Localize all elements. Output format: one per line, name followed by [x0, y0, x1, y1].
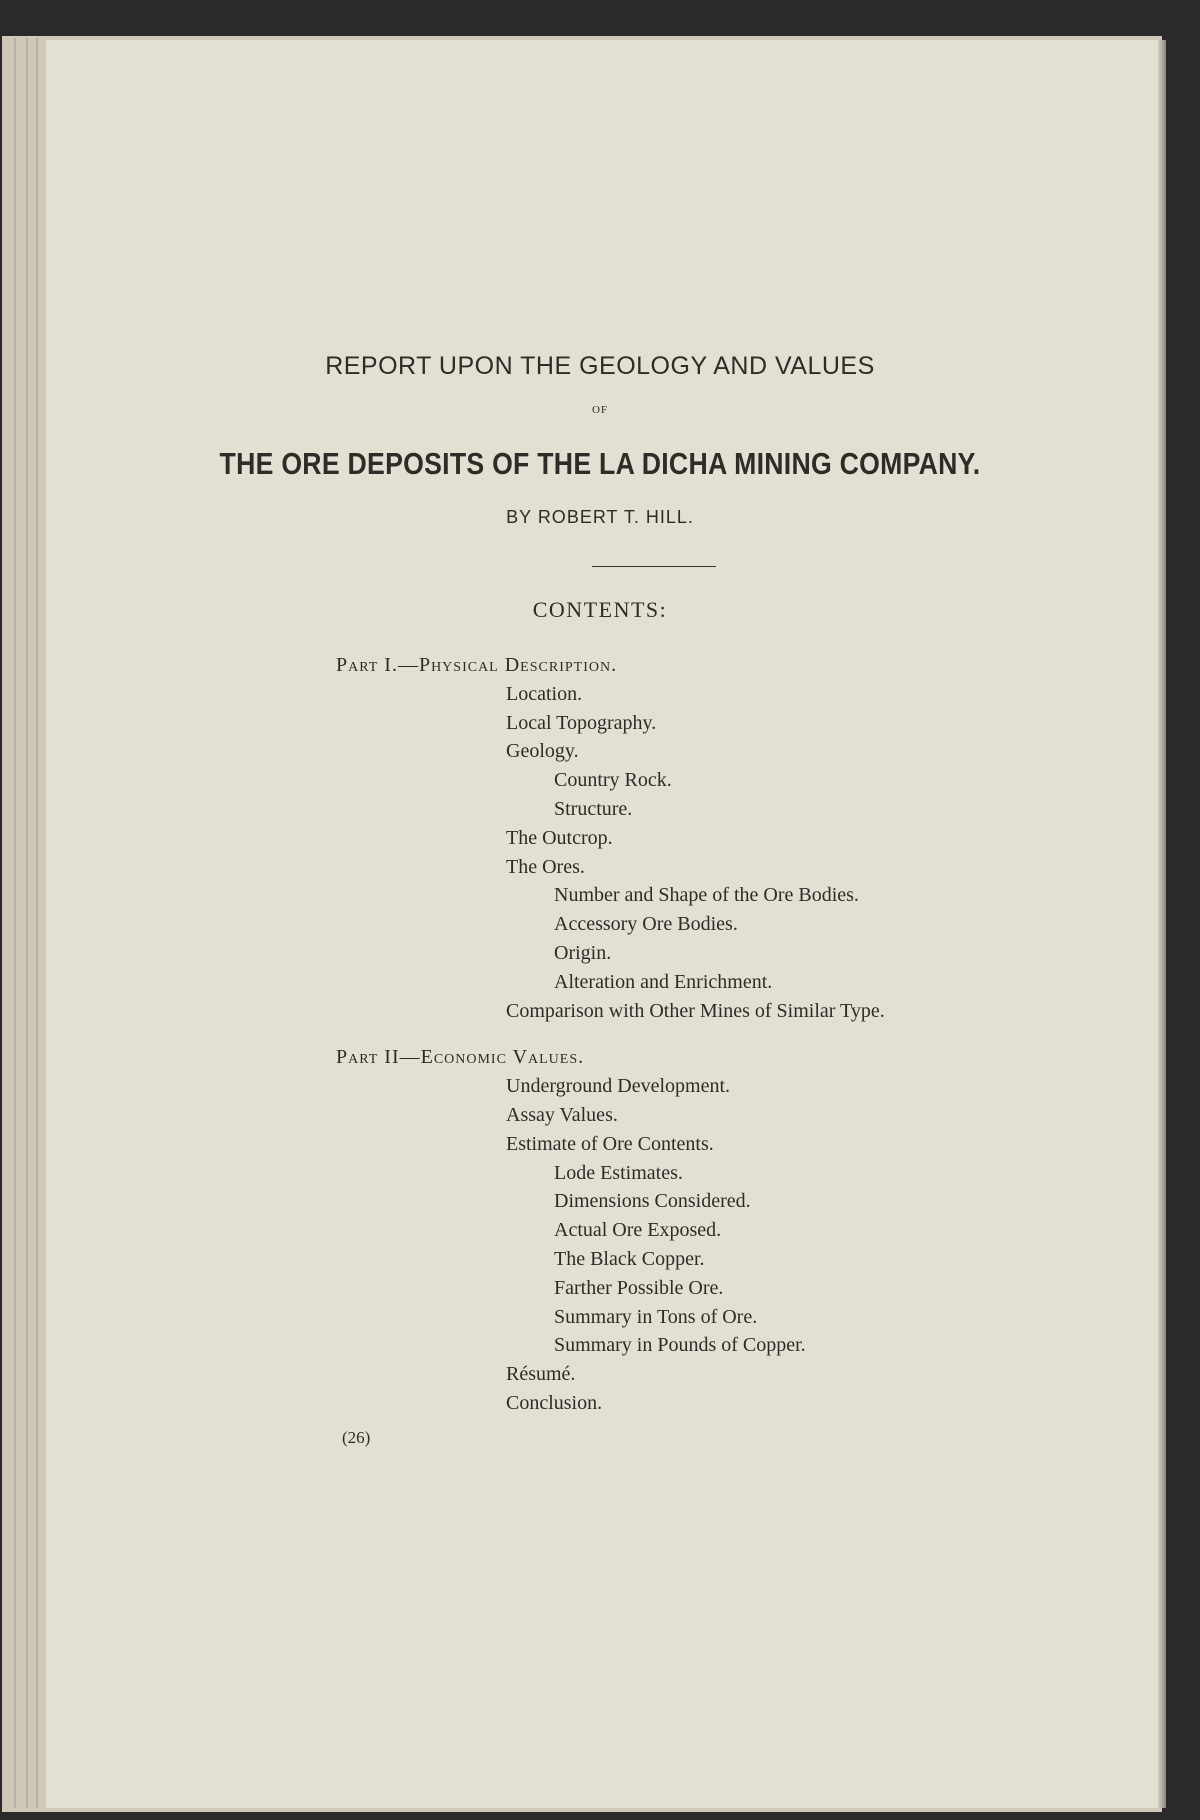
toc-entry: Underground Development.: [506, 1075, 731, 1098]
toc-entry: Actual Ore Exposed.: [554, 1219, 722, 1242]
toc-entry: The Outcrop.: [506, 826, 613, 849]
page-number: (26): [342, 1428, 371, 1447]
toc-entry: The Black Copper.: [554, 1247, 705, 1270]
toc-entry: Number and Shape of the Ore Bodies.: [554, 884, 859, 907]
contents-heading: CONTENTS:: [532, 597, 668, 622]
toc-entry: Lode Estimates.: [554, 1161, 683, 1184]
toc-entry: Comparison with Other Mines of Similar Type.: [506, 999, 885, 1022]
table-of-contents: [0, 651, 1200, 1418]
toc-entry: Dimensions Considered.: [554, 1190, 751, 1213]
toc-entry: Farther Possible Ore.: [554, 1276, 724, 1299]
toc-entry: Alteration and Enrichment.: [554, 970, 773, 993]
toc-entry: Local Topography.: [506, 711, 657, 734]
toc-entry: Assay Values.: [506, 1103, 618, 1126]
divider-rule: [592, 566, 716, 567]
toc-entry: Accessory Ore Bodies.: [554, 913, 738, 936]
toc-entry: Location.: [506, 682, 583, 705]
toc-entry: Summary in Tons of Ore.: [554, 1305, 758, 1328]
toc-entry: Country Rock.: [554, 769, 672, 792]
toc-entry: Geology.: [506, 740, 579, 763]
toc-part-heading: Part II—Economic Values.: [336, 1046, 585, 1069]
toc-entry: Origin.: [554, 941, 612, 964]
report-main-title: THE ORE DEPOSITS OF THE LA DICHA MINING COMPANY.: [219, 446, 981, 481]
toc-entry: Estimate of Ore Contents.: [506, 1132, 714, 1155]
toc-part-heading: Part I.—Physical Description.: [336, 654, 618, 676]
report-title-of: OF: [591, 404, 609, 416]
toc-entry: The Ores.: [506, 855, 585, 878]
toc-entry: Conclusion.: [506, 1391, 603, 1414]
toc-entry: Résumé.: [506, 1363, 576, 1386]
report-author: BY ROBERT T. HILL.: [506, 507, 694, 527]
report-title-line: REPORT UPON THE GEOLOGY AND VALUES: [325, 352, 875, 380]
toc-entry: Summary in Pounds of Copper.: [554, 1334, 806, 1357]
toc-entry: Structure.: [554, 797, 633, 820]
